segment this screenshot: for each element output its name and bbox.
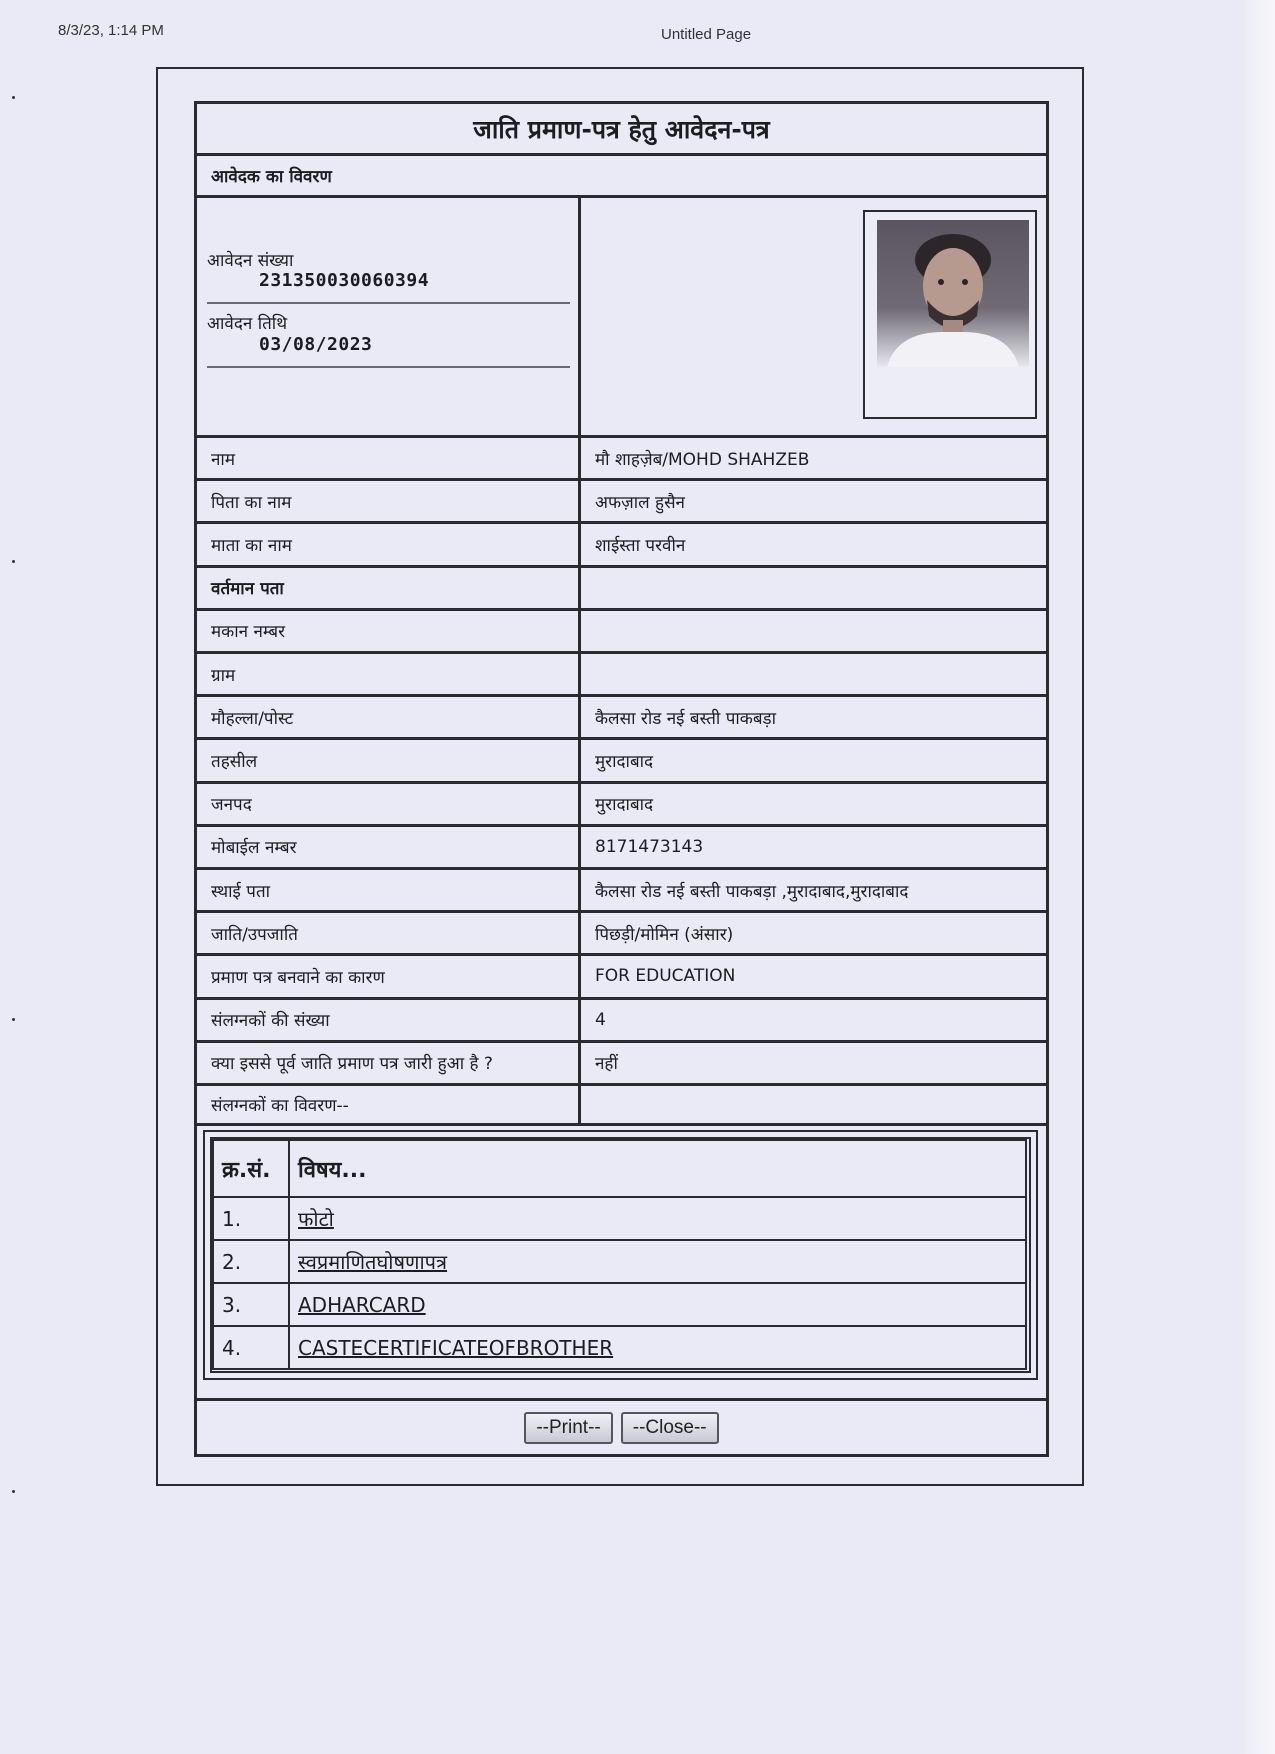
field-value: 8171473143 <box>595 836 704 857</box>
table-row <box>213 1326 1026 1369</box>
col-serial: क्र.सं. <box>213 1140 289 1197</box>
attachment-number: 1. <box>213 1197 289 1240</box>
field-value <box>581 611 1046 651</box>
attachment-cell <box>289 1240 1026 1283</box>
table-row <box>197 910 1046 953</box>
attachments-header-row <box>213 1140 1026 1197</box>
field-value: FOR EDUCATION <box>595 966 736 987</box>
field-label: मकान नम्बर <box>197 611 581 651</box>
field-value: अफज़ाल हुसैन <box>595 492 685 513</box>
table-row <box>197 953 1046 996</box>
field-label: पिता का नाम <box>197 481 581 521</box>
table-row <box>197 478 1046 521</box>
table-row <box>197 867 1046 910</box>
field-label: तहसील <box>197 740 581 780</box>
table-row <box>197 521 1046 564</box>
table-row <box>213 1283 1026 1326</box>
field-value <box>581 1086 1046 1123</box>
attachment-link[interactable]: फोटो <box>298 1207 334 1231</box>
attachment-number: 4. <box>213 1326 289 1369</box>
field-value: नहीं <box>595 1054 618 1075</box>
photo-cell <box>581 198 1046 435</box>
close-button[interactable]: --Close-- <box>621 1412 719 1444</box>
field-label: मौहल्ला/पोस्ट <box>197 697 581 737</box>
table-row <box>197 997 1046 1040</box>
attachments-box <box>203 1130 1038 1380</box>
divider <box>207 366 570 368</box>
table-row <box>197 435 1046 478</box>
attachment-number: 3. <box>213 1283 289 1326</box>
scan-speck <box>12 1490 15 1493</box>
attachment-cell <box>289 1197 1026 1240</box>
field-value: 4 <box>595 1009 606 1030</box>
field-value: कैलसा रोड नई बस्ती पाकबड़ा <box>595 708 777 729</box>
table-row <box>197 824 1046 867</box>
table-row <box>197 781 1046 824</box>
application-date-label: आवेदन तिथि <box>207 314 288 334</box>
field-label: प्रमाण पत्र बनवाने का कारण <box>197 956 581 996</box>
field-value <box>581 568 1046 608</box>
field-label: स्थाई पता <box>197 870 581 910</box>
application-number: 231350030060394 <box>259 270 430 291</box>
field-value: कैलसा रोड नई बस्ती पाकबड़ा ,मुरादाबाद,मुरादाबाद <box>595 881 909 902</box>
section-title: आवेदक का विवरण <box>197 156 1046 198</box>
divider <box>207 302 570 304</box>
application-form <box>194 101 1049 1457</box>
application-number-label: आवेदन संख्या <box>207 251 294 271</box>
page-edge <box>1245 0 1275 1754</box>
table-row <box>213 1240 1026 1283</box>
attachment-link[interactable]: ADHARCARD <box>298 1292 426 1317</box>
field-label: ग्राम <box>197 654 581 694</box>
field-label: संलग्नकों की संख्या <box>197 1000 581 1040</box>
attachment-cell <box>289 1326 1026 1369</box>
table-row <box>197 608 1046 651</box>
attachments-table <box>212 1139 1027 1370</box>
field-label: संलग्नकों का विवरण-- <box>197 1086 581 1123</box>
button-row <box>197 1398 1046 1454</box>
photo-frame <box>863 210 1037 419</box>
table-row <box>197 1040 1046 1083</box>
table-row <box>197 694 1046 737</box>
scan-speck <box>12 1018 15 1021</box>
field-label: वर्तमान पता <box>197 568 581 608</box>
field-label: मोबाईल नम्बर <box>197 827 581 867</box>
field-label: जाति/उपजाति <box>197 913 581 953</box>
table-row <box>197 565 1046 608</box>
form-title: जाति प्रमाण-पत्र हेतु आवेदन-पत्र <box>197 104 1046 156</box>
application-date: 03/08/2023 <box>259 334 373 355</box>
field-label: माता का नाम <box>197 524 581 564</box>
col-subject: विषय... <box>289 1140 1026 1197</box>
field-label: क्या इससे पूर्व जाति प्रमाण पत्र जारी हुआ है ? <box>197 1043 581 1083</box>
application-meta <box>197 198 581 435</box>
table-row <box>197 737 1046 780</box>
field-value: पिछड़ी/मोमिन (अंसार) <box>595 924 734 945</box>
attachment-number: 2. <box>213 1240 289 1283</box>
field-label: नाम <box>197 438 581 478</box>
print-datetime: 8/3/23, 1:14 PM <box>58 22 164 39</box>
field-value: मुरादाबाद <box>595 795 654 816</box>
scan-speck <box>12 560 15 563</box>
applicant-photo <box>877 220 1029 367</box>
scan-speck <box>12 96 15 99</box>
field-value: शाईस्ता परवीन <box>595 535 686 556</box>
table-row <box>197 1083 1046 1126</box>
attachment-link[interactable]: स्वप्रमाणितघोषणापत्र <box>298 1250 448 1274</box>
print-page-title: Untitled Page <box>661 26 752 43</box>
field-label: जनपद <box>197 784 581 824</box>
table-row <box>213 1197 1026 1240</box>
field-value: मौ शाहज़ेब/MOHD SHAHZEB <box>595 449 810 470</box>
attachment-cell <box>289 1283 1026 1326</box>
table-row <box>197 651 1046 694</box>
field-value: मुरादाबाद <box>595 751 654 772</box>
print-button[interactable]: --Print-- <box>524 1412 612 1444</box>
attachment-link[interactable]: CASTECERTIFICATEOFBROTHER <box>298 1335 614 1360</box>
field-value <box>581 654 1046 694</box>
